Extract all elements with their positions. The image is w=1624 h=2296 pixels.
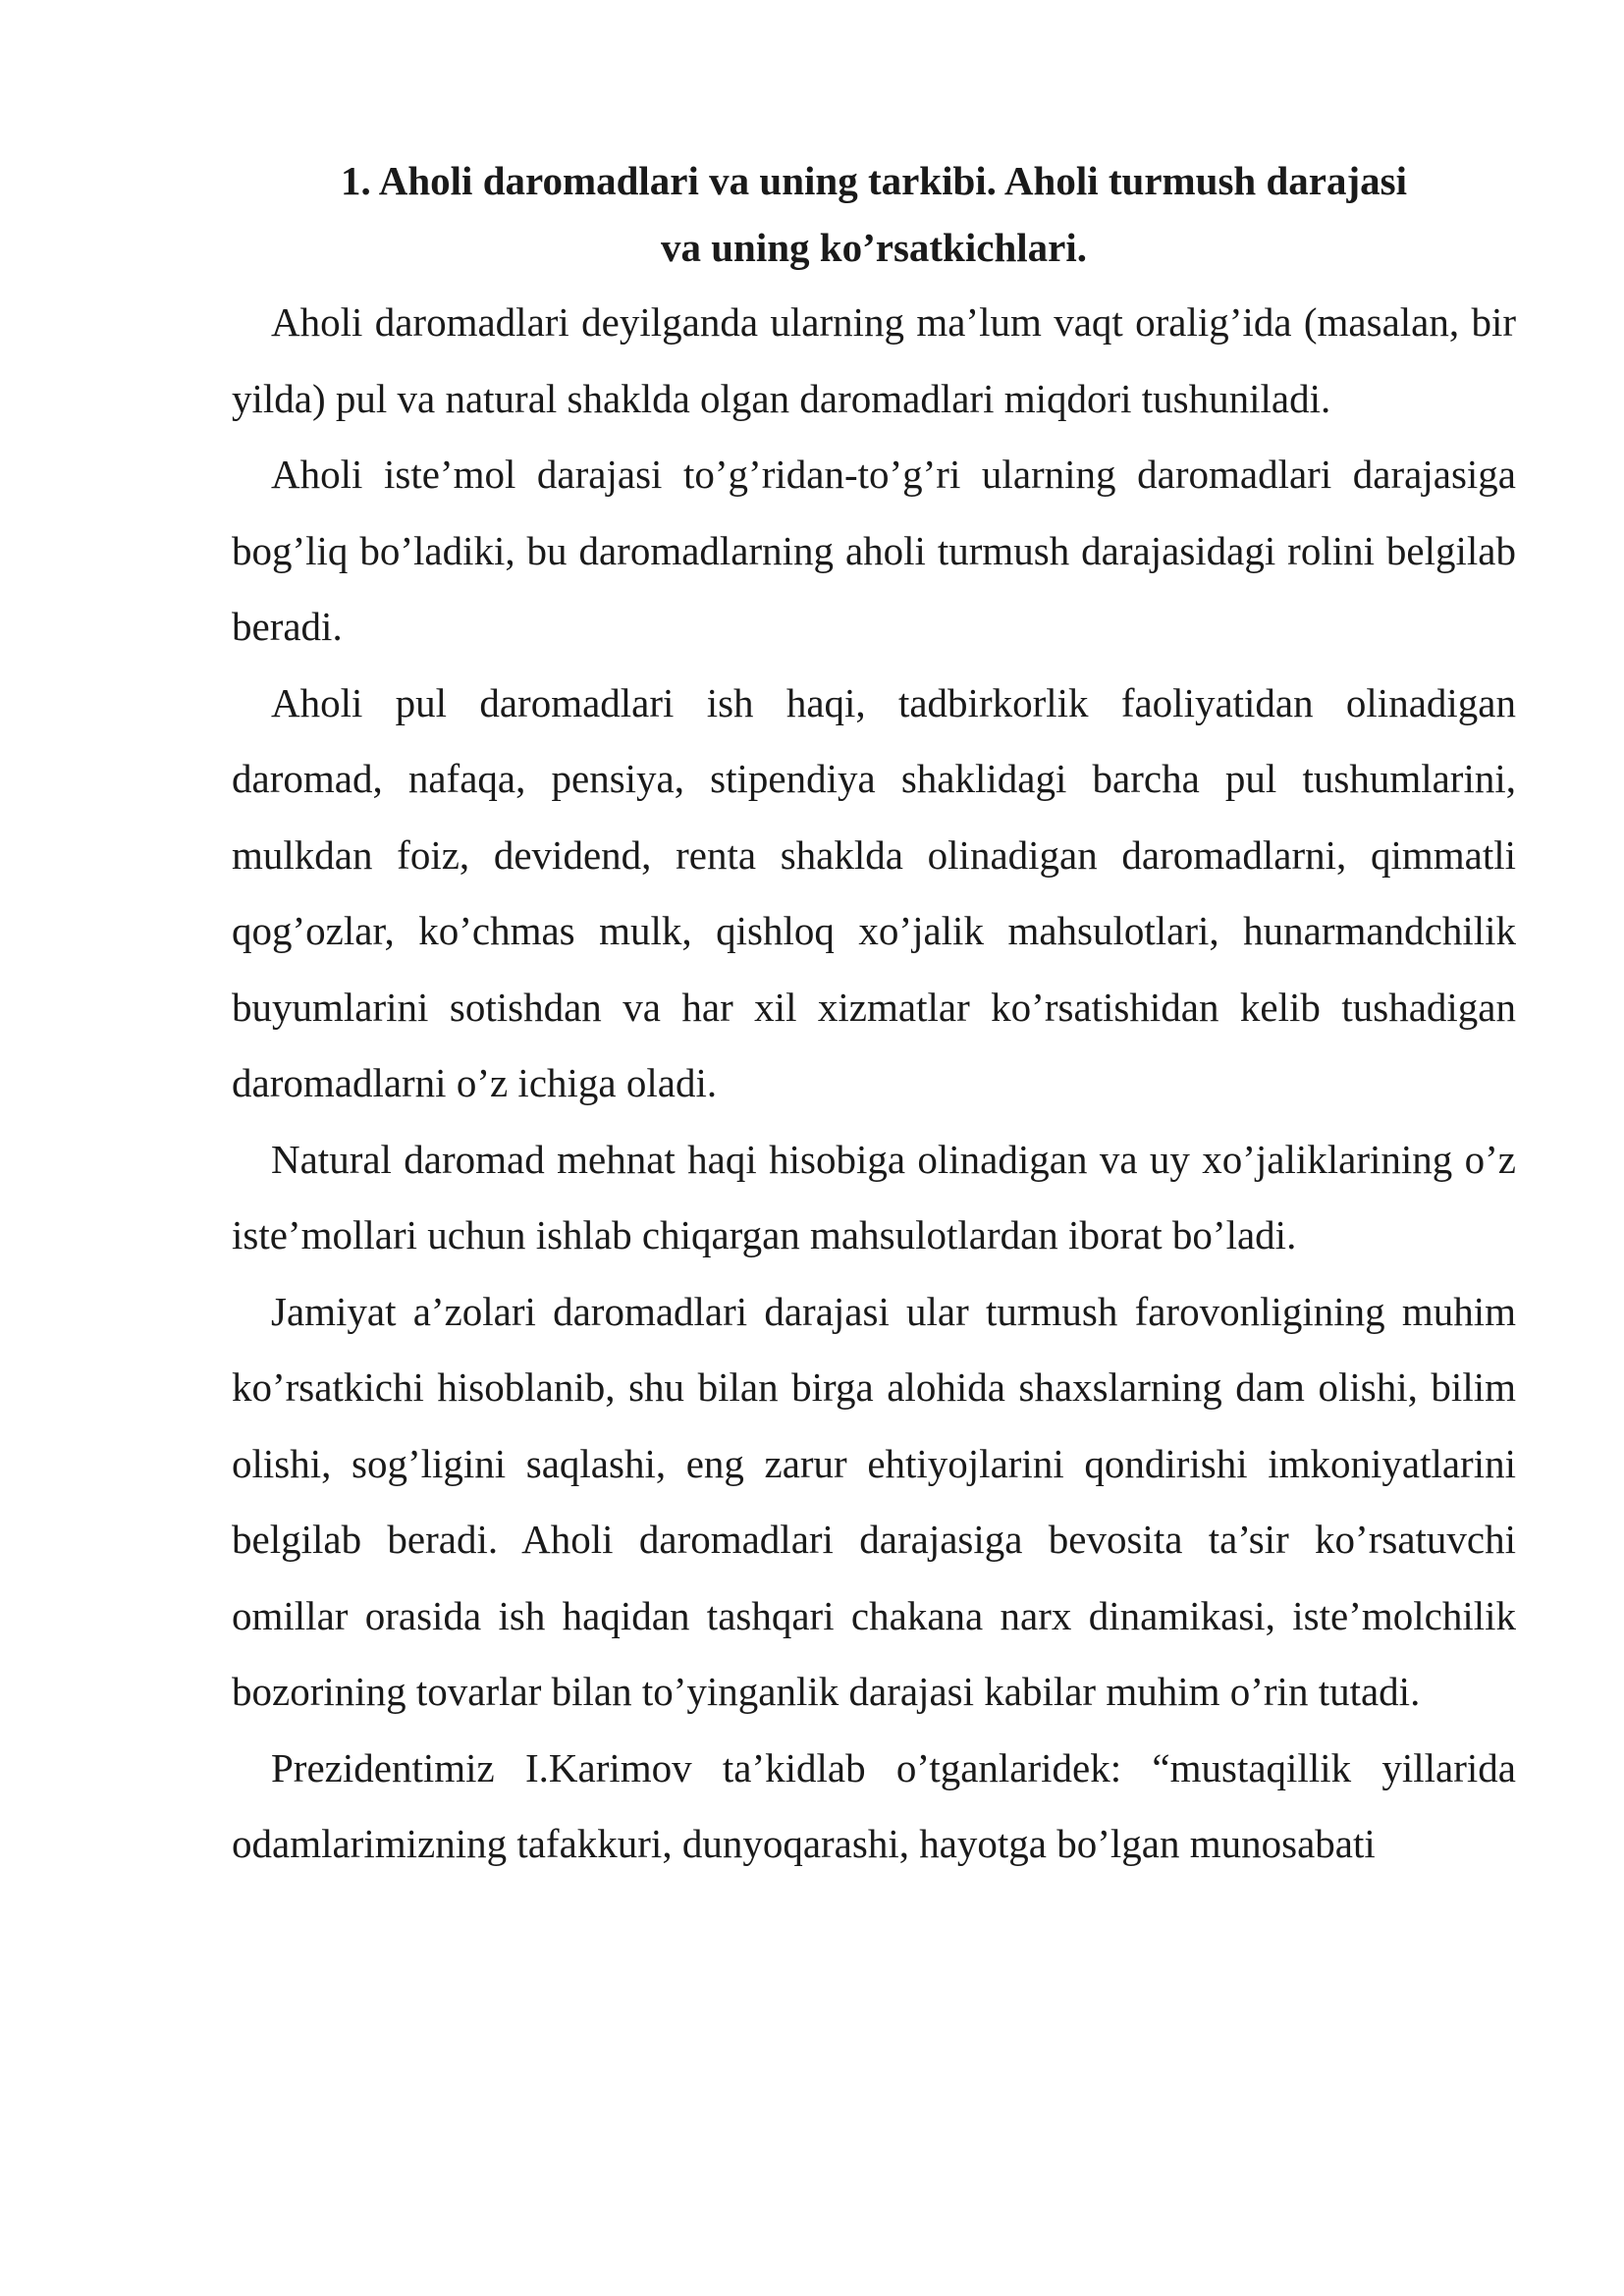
paragraph-2: Aholi iste’mol darajasi to’g’ridan-to’g’ri ularning daromadlari darajasiga bog’liq bo’ladiki, bu daromadlarning aholi turmush darajasidagi rolini belgilab beradi. xyxy=(232,452,1516,649)
paragraph-5: Jamiyat a’zolari daromadlari darajasi ular turmush farovonligining muhim ko’rsatkichi hisoblanib, shu bilan birga alohida shaxslarning dam olishi, bilim olishi, sog’ligini saqlashi, eng zarur ehtiyojlarini qondirishi imkoniyatlarini belgilab beradi. Aholi daromadlari darajasiga bevosita ta’sir ko’rsatuvchi omillar orasida ish haqidan tashqari chakana narx dinamikasi, iste’molchilik bozorining tovarlar bilan to’yinganlik darajasi kabilar muhim o’rin tutadi. xyxy=(232,1288,1516,1714)
section-heading xyxy=(232,147,1516,281)
paragraph-6: Prezidentimiz I.Karimov ta’kidlab o’tganlaridek: “mustaqillik yillarida odamlarimizning tafakkuri, dunyoqarashi, hayotga bo’lgan munosabati xyxy=(232,1744,1516,1866)
paragraph-4: Natural daromad mehnat haqi hisobiga olinadigan va uy xo’jaliklarining o’z iste’mollari uchun ishlab chiqargan mahsulotlardan iborat bo’ladi. xyxy=(232,1136,1516,1257)
heading-line-1: 1. Aholi daromadlari va uning tarkibi. Aholi turmush darajasi xyxy=(341,158,1407,203)
document-page xyxy=(232,147,1516,1883)
paragraph-1: Aholi daromadlari deyilganda ularning ma’lum vaqt oralig’ida (masalan, bir yilda) pul va natural shaklda olgan daromadlari miqdori tushuniladi. xyxy=(232,299,1516,421)
paragraph-3: Aholi pul daromadlari ish haqi, tadbirkorlik faoliyatidan olinadigan daromad, nafaqa, pensiya, stipendiya shaklidagi barcha pul tushumlarini, mulkdan foiz, devidend, renta shaklda olinadigan daromadlarni, qimmatli qog’ozlar, ko’chmas mulk, qishloq xo’jalik mahsulotlari, hunarmandchilik buyumlarini sotishdan va har xil xizmatlar ko’rsatishidan kelib tushadigan daromadlarni o’z ichiga oladi. xyxy=(232,679,1516,1105)
heading-line-2: va uning ko’rsatkichlari. xyxy=(661,225,1087,270)
